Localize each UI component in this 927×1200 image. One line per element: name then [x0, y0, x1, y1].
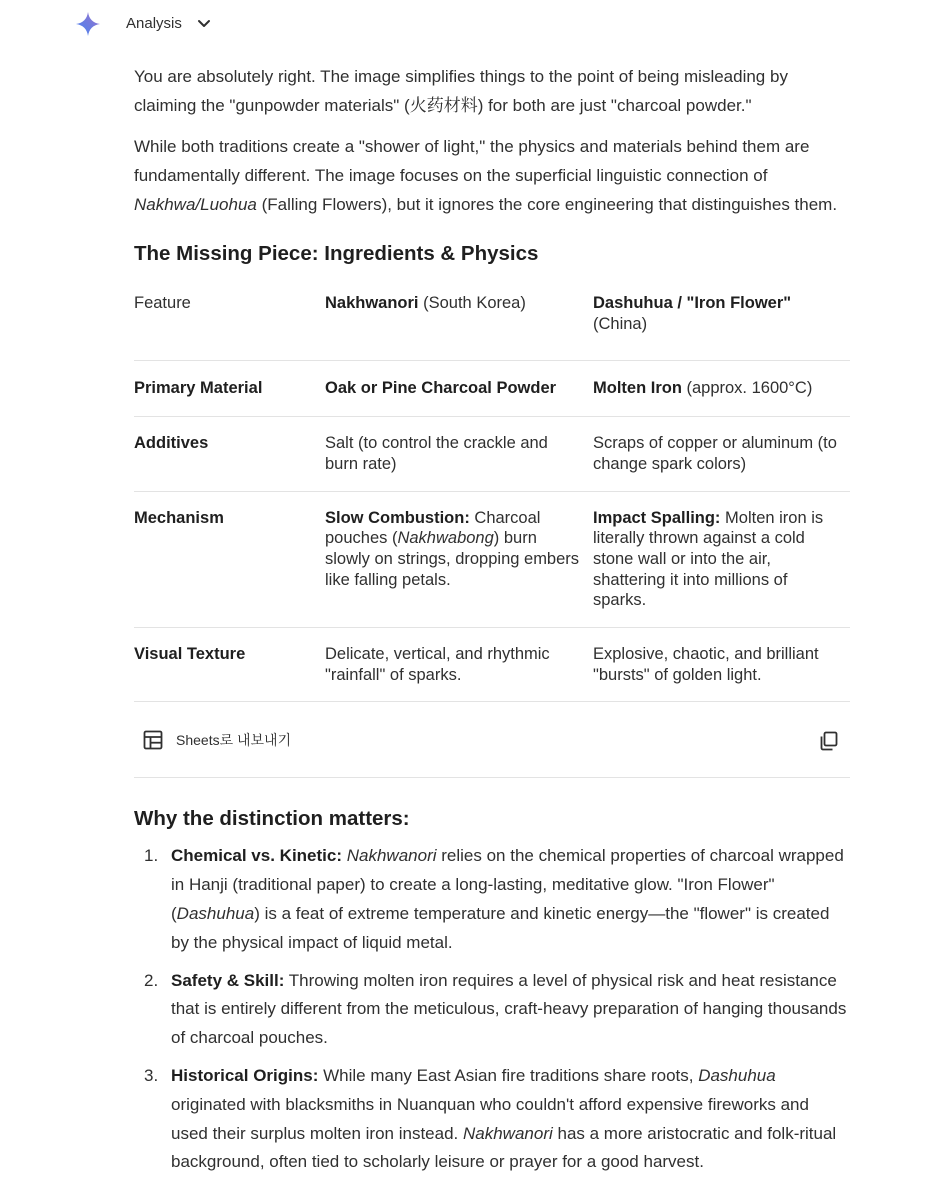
- table-cell-korea: Delicate, vertical, and rhythmic "rainfall" of sparks.: [325, 628, 593, 702]
- export-to-sheets-button[interactable]: [142, 728, 291, 752]
- list-item: 1. Chemical vs. Kinetic: Nakhwanori relies on the chemical properties of charcoal wrapped in Hanji (traditional paper) to create a long-lasting, meditative glow. "Iron Flower" (Dashuhua) is a feat of extreme temperature and kinetic energy—the "flower" is created by the physical impact of liquid metal.: [144, 846, 844, 952]
- table-row: [134, 417, 850, 491]
- table-cell-feature: Additives: [134, 417, 325, 491]
- intro-paragraph-2: While both traditions create a "shower of light," the physics and materials behind them are fundamentally different. The image focuses on the superficial linguistic connection of Nakhwa/Luohua (Falling Flowers), but it ignores the core engineering that distinguishes them.: [134, 137, 838, 214]
- table-cell-china: Impact Spalling: Molten iron is literally thrown against a cold stone wall or into the air, shattering it into millions of sparks.: [593, 491, 850, 628]
- model-label: Analysis: [126, 14, 182, 32]
- list-item: 2. Safety & Skill: Throwing molten iron requires a level of physical risk and heat resistance that is entirely different from the meticulous, craft-heavy preparation of hanging thousands of charcoal pouches.: [144, 970, 847, 1048]
- table-cell-china: Scraps of copper or aluminum (to change spark colors): [593, 417, 850, 491]
- copy-icon[interactable]: [818, 730, 840, 752]
- table-cell-korea: Salt (to control the crackle and burn rate): [325, 417, 593, 491]
- chevron-down-icon: [196, 15, 212, 31]
- table-cell-china: Explosive, chaotic, and brilliant "bursts" of golden light.: [593, 628, 850, 702]
- table-row: [134, 361, 850, 417]
- table-header-row: [134, 289, 850, 361]
- distinction-list: [134, 842, 850, 1177]
- table-actions-bar: [134, 702, 850, 778]
- list-item: 3. Historical Origins: While many East Asian fire traditions share roots, Dashuhua originated with blacksmiths in Nuanquan who couldn't afford expensive fireworks and used their surplus molten iron instead. Nakhwanori has a more aristocratic and folk-ritual background, often tied to scholarly leisure or prayer for a good harvest.: [144, 1066, 837, 1172]
- table-cell-feature: Mechanism: [134, 491, 325, 628]
- section-heading-ingredients: The Missing Piece: Ingredients & Physics: [134, 242, 539, 265]
- table-cell-korea: Oak or Pine Charcoal Powder: [325, 361, 593, 417]
- model-selector[interactable]: [120, 8, 218, 38]
- table-cell-china: Molten Iron (approx. 1600°C): [593, 361, 850, 417]
- table-header-feature: Feature: [134, 289, 325, 361]
- section-heading-distinction: Why the distinction matters:: [134, 807, 410, 831]
- table-icon: [142, 729, 164, 751]
- table-row: [134, 628, 850, 702]
- table-cell-feature: Primary Material: [134, 361, 325, 417]
- gemini-spark-icon: [74, 10, 102, 38]
- export-to-sheets-label: Sheets로 내보내기: [176, 732, 292, 749]
- response-content: [134, 62, 850, 1186]
- table-cell-feature: Visual Texture: [134, 628, 325, 702]
- intro-paragraph-1: You are absolutely right. The image simplifies things to the point of being misleading by claiming the "gunpowder materials" (火药材料) for both are just "charcoal powder.": [134, 67, 788, 115]
- table-header-china: Dashuhua / "Iron Flower" (China): [593, 289, 850, 361]
- table-cell-korea: Slow Combustion: Charcoal pouches (Nakhwabong) burn slowly on strings, dropping embers like falling petals.: [325, 491, 593, 628]
- table-header-korea: Nakhwanori (South Korea): [325, 289, 593, 361]
- top-bar: [0, 0, 927, 46]
- comparison-table: [134, 289, 850, 778]
- table-row: [134, 491, 850, 628]
